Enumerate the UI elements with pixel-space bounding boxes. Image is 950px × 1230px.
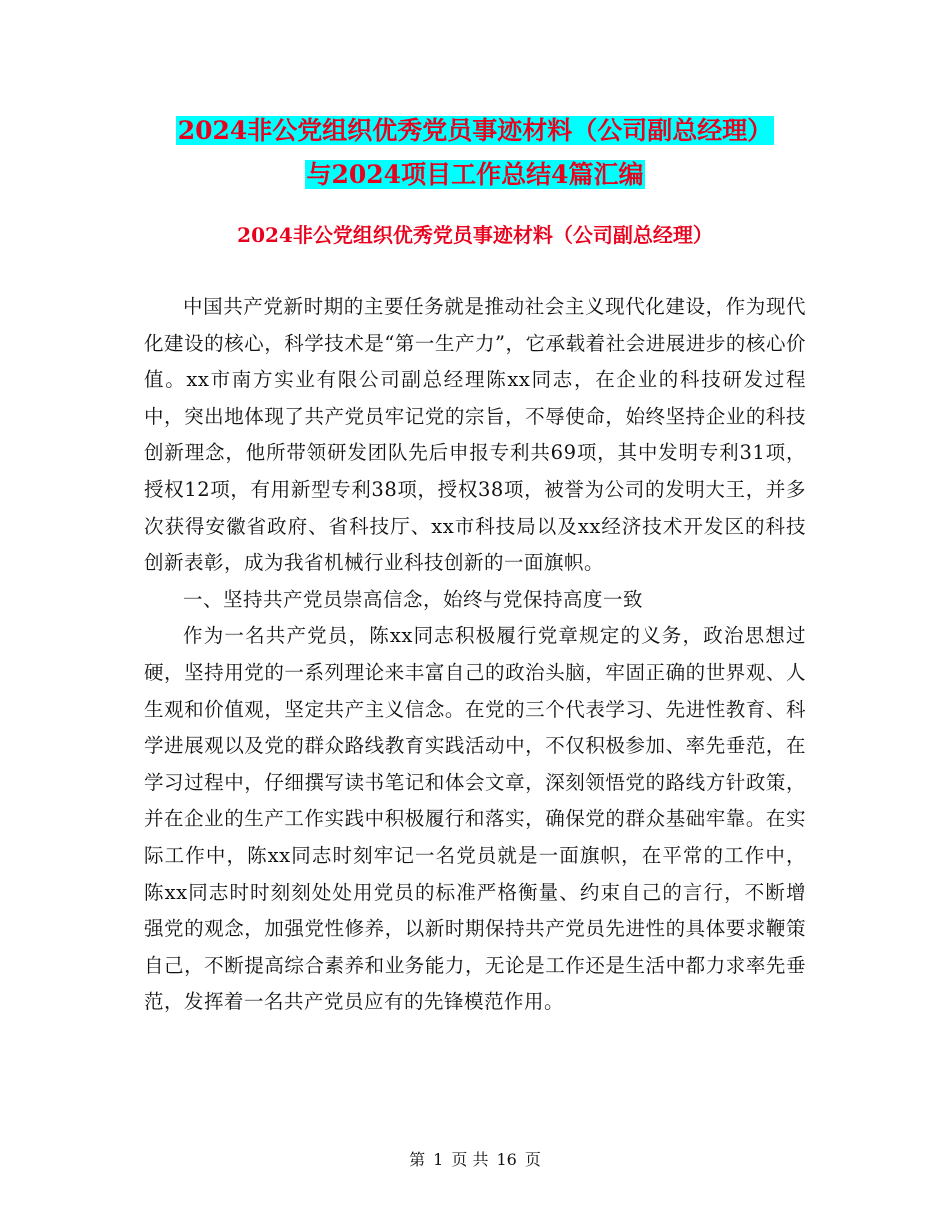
paragraph-intro: 中国共产党新时期的主要任务就是推动社会主义现代化建设，作为现代化建设的核心，科学技术是“第一生产力”，它承载着社会进展进步的核心价值。xx市南方实业有限公司副总经理陈xx同志，在企业的科技研发过程中，突出地体现了共产党员牢记党的宗旨，不辱使命，始终坚持企业的科技创新理念，他所带领研发团队先后申报专利共69项，其中发明专利31项，授权12项，有用新型专利38项，授权38项，被誉为公司的发明大王，并多次获得安徽省政府、省科技厅、xx市科技局以及xx经济技术开发区的科技创新表彰，成为我省机械行业科技创新的一面旗帜。 [144, 295, 806, 575]
footer-suffix: 页 [524, 1150, 541, 1169]
document-title-line-2-text: 与2024项目工作总结4篇汇编 [306, 160, 644, 189]
document-body [144, 289, 806, 1021]
section-heading-1: 一、坚持共产党员崇高信念，始终与党保持高度一致 [183, 587, 644, 611]
footer-page-number: 1 [433, 1150, 444, 1169]
document-title-line-2 [0, 155, 950, 195]
document-title-line-1 [0, 111, 950, 151]
document-title-line-1-text: 2024非公党组织优秀党员事迹材料（公司副总经理） [177, 116, 773, 145]
paragraph-section-1: 作为一名共产党员，陈xx同志积极履行党章规定的义务，政治思想过硬，坚持用党的一系列理论来丰富自己的政治头脑，牢固正确的世界观、人生观和价值观，坚定共产主义信念。在党的三个代表学习、先进性教育、科学进展观以及党的群众路线教育实践活动中，不仅积极参加、率先垂范，在学习过程中，仔细撰写读书笔记和体会文章，深刻领悟党的路线方针政策，并在企业的生产工作实践中积极履行和落实，确保党的群众基础牢靠。在实际工作中，陈xx同志时刻牢记一名党员就是一面旗帜，在平常的工作中，陈xx同志时时刻刻处处用党员的标准严格衡量、约束自己的言行，不断增强党的观念，加强党性修养，以新时期保持共产党员先进性的具体要求鞭策自己，不断提高综合素养和业务能力，无论是工作还是生活中都力求率先垂范，发挥着一名共产党员应有的先锋模范作用。 [144, 624, 806, 1014]
footer-middle: 页 共 [451, 1150, 489, 1169]
section-title: 2024非公党组织优秀党员事迹材料（公司副总经理） [237, 223, 713, 247]
footer-prefix: 第 [409, 1150, 426, 1169]
footer-total-pages: 16 [496, 1150, 517, 1169]
page-footer [0, 1148, 950, 1172]
